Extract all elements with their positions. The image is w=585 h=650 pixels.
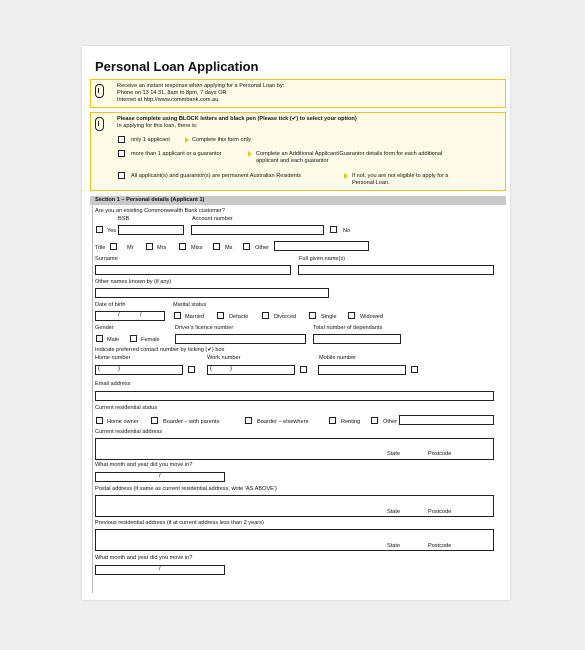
state-label: State: [387, 543, 401, 549]
residents-checkbox[interactable]: [118, 172, 125, 179]
section-header: [90, 196, 506, 205]
title-miss-label: Miss: [191, 245, 203, 251]
customer-yes-checkbox[interactable]: [96, 226, 103, 233]
other-res-label: Other: [383, 419, 397, 425]
email-label: Email address: [95, 381, 131, 387]
defacto-label: Defacto: [229, 314, 249, 320]
married-checkbox[interactable]: [174, 312, 181, 319]
renting-checkbox[interactable]: [329, 417, 336, 424]
info-box: [90, 79, 506, 108]
multiple-applicant-note-a: Complete an Additional Applicant/Guarantor details form for each additional: [256, 151, 443, 157]
move-in-field[interactable]: [95, 472, 225, 482]
residents-note-b: Personal Loan.: [352, 180, 390, 186]
given-names-field[interactable]: [298, 265, 494, 275]
title-ms-label: Ms: [225, 245, 233, 251]
title-mrs-label: Mrs: [157, 245, 167, 251]
widowed-label: Widowed: [360, 314, 384, 320]
home-owner-label: Home owner: [107, 419, 139, 425]
arrow-icon: [248, 151, 252, 157]
state-label: State: [387, 509, 401, 515]
bsb-field[interactable]: [118, 225, 184, 235]
boarder-parents-label: Boarder – with parents: [163, 419, 220, 425]
other-res-field[interactable]: [399, 415, 494, 425]
licence-label: Driver's licence number: [175, 325, 234, 331]
info-line-3: Internet at http://www.commbank.com.au: [117, 97, 219, 103]
bsb-label: BSB: [118, 216, 130, 222]
dependants-label: Total number of dependants: [313, 325, 383, 331]
single-label: Single: [321, 314, 337, 320]
given-names-label: Full given name(s): [299, 256, 346, 262]
work-number-field[interactable]: [207, 365, 295, 375]
work-number-label: Work number: [207, 355, 241, 361]
yes-label: Yes: [107, 228, 117, 234]
title-miss-checkbox[interactable]: [179, 243, 186, 250]
info-line-2: Phone on 13 14 31, 8am to 8pm, 7 days OR: [117, 90, 227, 96]
mobile-number-pref-checkbox[interactable]: [411, 366, 418, 373]
postcode-label: Postcode: [428, 509, 452, 515]
contact-pref-label: Indicate preferred contact number by ticking (✔) box: [95, 347, 225, 353]
mobile-number-label: Mobile number: [319, 355, 356, 361]
divorced-label: Divorced: [274, 314, 297, 320]
account-number-field[interactable]: [191, 225, 324, 235]
instructions-line-1: Please complete using BLOCK letters and black pen (Please tick (✔) to select your option): [117, 116, 357, 122]
close-paren: ): [118, 366, 120, 372]
postal-label: Postal address (if same as current residential address, write 'AS ABOVE'): [95, 486, 277, 492]
prev-address-label: Previous residential address (if at current address less than 2 years): [95, 520, 264, 526]
date-separator: /: [118, 312, 120, 318]
mobile-number-field[interactable]: [318, 365, 406, 375]
dependants-field[interactable]: [313, 334, 401, 344]
married-label: Married: [185, 314, 204, 320]
boarder-elsewhere-checkbox[interactable]: [245, 417, 252, 424]
move-in-2-label: What month and year did you move in?: [95, 555, 193, 561]
male-label: Male: [107, 337, 120, 343]
open-paren: (: [210, 366, 212, 372]
multiple-applicant-label: more than 1 applicant or a guarantor: [131, 151, 222, 157]
other-names-field[interactable]: [95, 288, 329, 298]
title-label: Title: [95, 245, 106, 251]
res-status-label: Current residential status: [95, 405, 158, 411]
title-other-checkbox[interactable]: [243, 243, 250, 250]
female-label: Female: [141, 337, 160, 343]
arrow-icon: [185, 137, 189, 143]
divorced-checkbox[interactable]: [262, 312, 269, 319]
move-in-2-field[interactable]: [95, 565, 225, 575]
open-paren: (: [98, 366, 100, 372]
residents-note-a: If not, you are not eligible to apply for a: [352, 173, 449, 179]
other-res-checkbox[interactable]: [371, 417, 378, 424]
title-mrs-checkbox[interactable]: [146, 243, 153, 250]
title-mr-checkbox[interactable]: [110, 243, 117, 250]
boarder-elsewhere-label: Boarder – elsewhere: [257, 419, 309, 425]
date-separator: /: [140, 312, 142, 318]
surname-label: Surname: [95, 256, 118, 262]
postcode-label: Postcode: [428, 451, 452, 457]
postcode-label: Postcode: [428, 543, 452, 549]
home-number-pref-checkbox[interactable]: [188, 366, 195, 373]
single-applicant-note: Complete this form only: [192, 137, 251, 143]
no-label: No: [343, 228, 351, 234]
widowed-checkbox[interactable]: [348, 312, 355, 319]
home-number-field[interactable]: [95, 365, 183, 375]
multiple-applicant-note-b: applicant and each guarantor: [256, 158, 329, 164]
female-checkbox[interactable]: [130, 335, 137, 342]
male-checkbox[interactable]: [96, 335, 103, 342]
single-checkbox[interactable]: [309, 312, 316, 319]
home-number-label: Home number: [95, 355, 131, 361]
instructions-line-2: In applying for this loan, there is:: [117, 123, 198, 129]
date-separator: /: [159, 473, 161, 479]
title-mr-label: Mr: [127, 245, 134, 251]
instructions-box: [90, 112, 506, 191]
home-owner-checkbox[interactable]: [96, 417, 103, 424]
account-number-label: Account number: [192, 216, 233, 222]
defacto-checkbox[interactable]: [217, 312, 224, 319]
section-border: [92, 205, 93, 593]
residents-label: All applicant(s) and guarantor(s) are permanent Australian Residents: [131, 173, 302, 179]
close-paren: ): [230, 366, 232, 372]
dob-label: Date of birth: [95, 302, 126, 308]
work-number-pref-checkbox[interactable]: [300, 366, 307, 373]
dob-field[interactable]: [95, 311, 165, 321]
arrow-icon: [344, 173, 348, 179]
customer-no-checkbox[interactable]: [330, 226, 337, 233]
res-address-label: Current residential address: [95, 429, 163, 435]
multiple-applicant-checkbox[interactable]: [118, 150, 125, 157]
title-other-field[interactable]: [274, 241, 369, 251]
section-title: Section 1 – Personal details (Applicant 1): [95, 197, 205, 203]
state-label: State: [387, 451, 401, 457]
other-names-label: Other names known by (if any): [95, 279, 172, 285]
phone-icon: [95, 84, 104, 98]
email-field[interactable]: [95, 391, 494, 401]
title-ms-checkbox[interactable]: [213, 243, 220, 250]
pen-icon: [95, 117, 104, 131]
page-title: Personal Loan Application: [95, 59, 259, 74]
renting-label: Renting: [341, 419, 361, 425]
marital-status-label: Marital status: [173, 302, 207, 308]
gender-label: Gender: [95, 325, 114, 331]
licence-field[interactable]: [175, 334, 306, 344]
surname-field[interactable]: [95, 265, 291, 275]
info-line-1: Receive an instant response when applying for a Personal Loan by:: [117, 83, 285, 89]
boarder-parents-checkbox[interactable]: [151, 417, 158, 424]
date-separator: /: [159, 566, 161, 572]
title-other-label: Other: [255, 245, 269, 251]
single-applicant-checkbox[interactable]: [118, 136, 125, 143]
single-applicant-label: only 1 applicant: [131, 137, 170, 143]
existing-customer-label: Are you an existing Commonwealth Bank customer?: [95, 208, 225, 214]
move-in-label: What month and year did you move in?: [95, 462, 193, 468]
